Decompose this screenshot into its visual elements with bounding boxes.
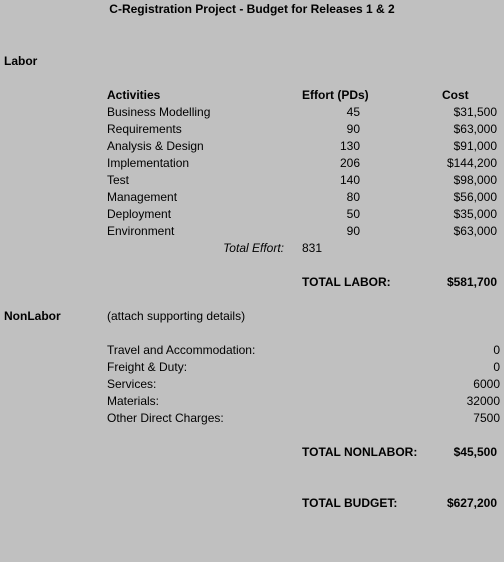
total-nonlabor-label: TOTAL NONLABOR: bbox=[302, 445, 418, 459]
activity-cost: $31,500 bbox=[453, 105, 497, 119]
labor-section-label: Labor bbox=[4, 54, 38, 68]
nonlabor-item-label: Materials: bbox=[107, 394, 160, 408]
activity-cost: $35,000 bbox=[453, 207, 497, 221]
activity-effort: 90 bbox=[346, 224, 360, 238]
nonlabor-item-label: Travel and Accommodation: bbox=[107, 343, 256, 357]
cost-header: Cost bbox=[442, 88, 469, 102]
activity-effort: 130 bbox=[339, 139, 360, 153]
activity-name: Deployment bbox=[107, 207, 172, 221]
activity-effort: 45 bbox=[346, 105, 360, 119]
activity-name: Business Modelling bbox=[107, 105, 211, 119]
activity-cost: $98,000 bbox=[453, 173, 497, 187]
activity-effort: 90 bbox=[346, 122, 360, 136]
activity-name: Environment bbox=[107, 224, 175, 238]
effort-header: Effort (PDs) bbox=[302, 88, 369, 102]
nonlabor-item-label: Services: bbox=[107, 377, 157, 391]
activity-name: Implementation bbox=[107, 156, 190, 170]
activity-effort: 140 bbox=[339, 173, 360, 187]
activities-header: Activities bbox=[107, 88, 161, 102]
activity-cost: $144,200 bbox=[446, 156, 497, 170]
total-effort-value: 831 bbox=[302, 241, 323, 255]
activity-effort: 50 bbox=[346, 207, 360, 221]
nonlabor-item-value: 6000 bbox=[473, 377, 500, 391]
total-nonlabor-value: $45,500 bbox=[453, 445, 497, 459]
nonlabor-item-label: Freight & Duty: bbox=[107, 360, 188, 374]
nonlabor-section-label: NonLabor bbox=[4, 309, 61, 323]
activity-cost: $63,000 bbox=[453, 122, 497, 136]
activity-cost: $63,000 bbox=[453, 224, 497, 238]
total-budget-label: TOTAL BUDGET: bbox=[302, 496, 398, 510]
activity-name: Requirements bbox=[107, 122, 182, 136]
nonlabor-note: (attach supporting details) bbox=[107, 309, 246, 323]
total-labor-label: TOTAL LABOR: bbox=[302, 275, 391, 289]
nonlabor-item-value: 7500 bbox=[473, 411, 500, 425]
nonlabor-item-value: 32000 bbox=[466, 394, 500, 408]
activity-cost: $91,000 bbox=[453, 139, 497, 153]
total-effort-label: Total Effort: bbox=[223, 241, 284, 255]
nonlabor-item-value: 0 bbox=[493, 360, 500, 374]
activity-effort: 206 bbox=[339, 156, 360, 170]
page-title: C-Registration Project - Budget for Releases 1 & 2 bbox=[109, 2, 395, 16]
activity-effort: 80 bbox=[346, 190, 360, 204]
activity-cost: $56,000 bbox=[453, 190, 497, 204]
activity-name: Test bbox=[107, 173, 130, 187]
nonlabor-item-label: Other Direct Charges: bbox=[107, 411, 224, 425]
activity-name: Analysis & Design bbox=[107, 139, 204, 153]
total-budget-value: $627,200 bbox=[446, 496, 497, 510]
activity-name: Management bbox=[107, 190, 178, 204]
total-labor-value: $581,700 bbox=[446, 275, 497, 289]
nonlabor-item-value: 0 bbox=[493, 343, 500, 357]
